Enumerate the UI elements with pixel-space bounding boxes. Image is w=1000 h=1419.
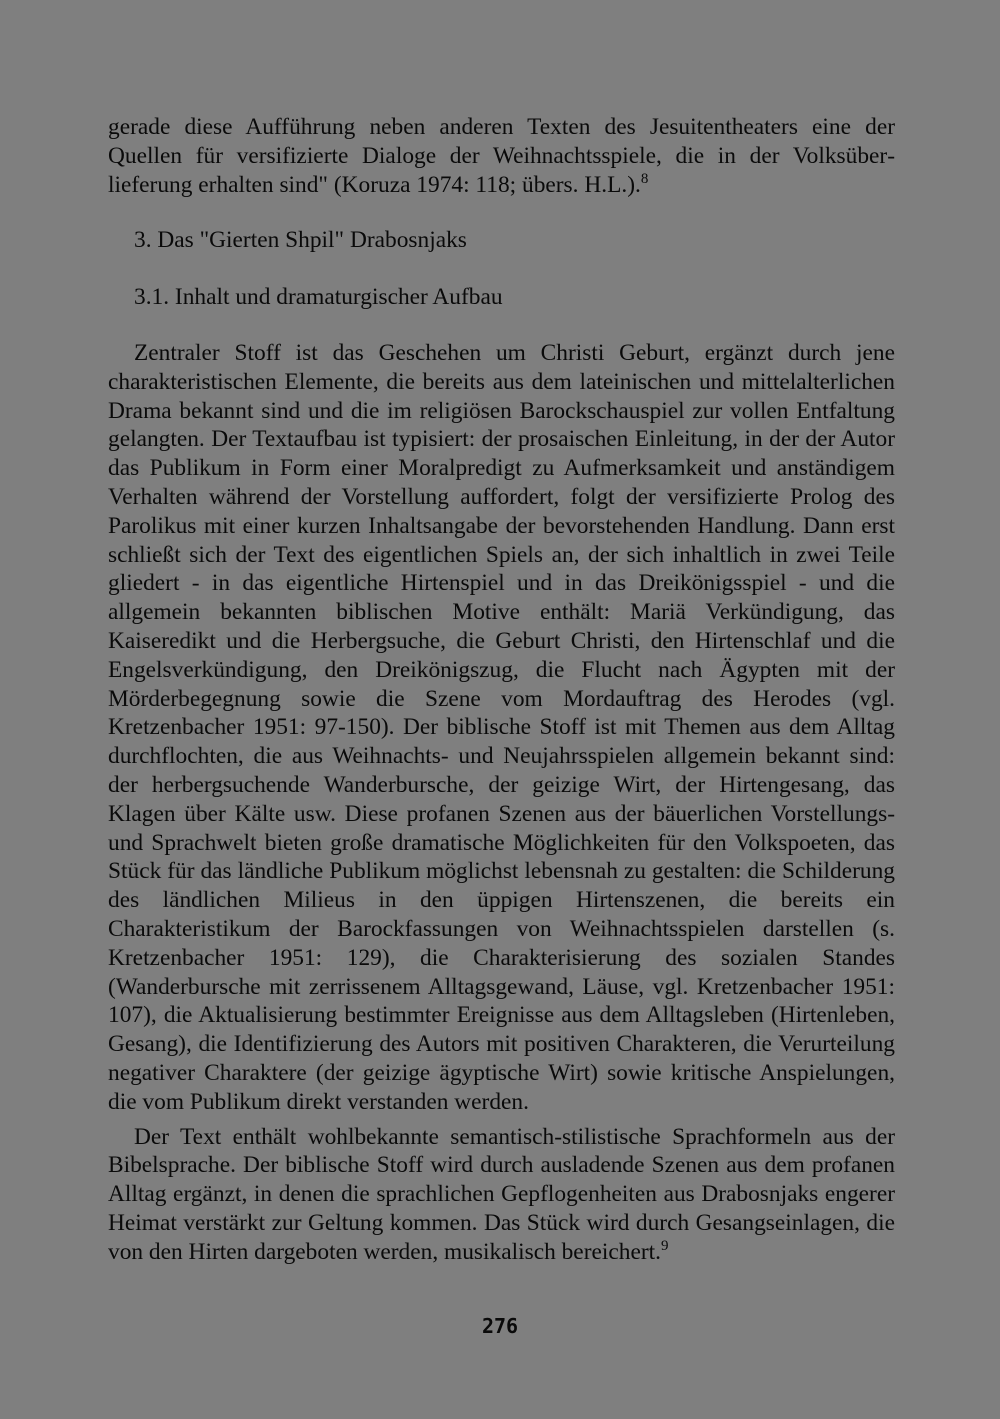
footnote-marker-8[interactable]: 8 xyxy=(640,170,649,187)
intro-paragraph-text xyxy=(108,113,895,199)
body-paragraph-1-text: Zentraler Stoff ist das Geschehen um Christi Geburt, ergänzt durch jene charakteristischen Elemente, die bereits aus dem lateinischen und mittelalterlichen Drama bekannt sind und die im religiösen Barockschauspiel zur vollen Entfaltung gelangten. Der Textaufbau ist typisiert: der prosaischen Einleitung, in der der Autor das Publikum in Form einer Moralpredigt zu Aufmerksamkeit und anständigem Verhalten während der Vorstellung auffordert, folgt der versifizierte Prolog des Parolikus mit einer kurzen Inhaltsangabe der bevorstehenden Handlung. Dann erst schließt sich der Text des eigentlichen Spiels an, der sich inhaltlich in zwei Teile gliedert - in das eigentliche Hirtenspiel und in das Dreikönigsspiel - und die allgemein bekannten biblischen Motive enthält: Mariä Verkündigung, das Kaiseredikt und die Herbergsuche, die Geburt Christi, den Hirtenschlaf und die Engelsverkündigung, den Dreikönigszug, die Flucht nach Ägypten mit der Mörderbegegnung sowie die Szene vom Mordauftrag des Herodes (vgl. Kretzenbacher 1951: 97-150). Der biblische Stoff ist mit Themen aus dem Alltag durchflochten, die aus Weihnachts- und Neujahrsspielen allgemein bekannt sind: der herbergsuchende Wanderbursche, der geizige Wirt, der Hirtengesang, das Klagen über Kälte usw. Diese profanen Szenen aus der bäuerlichen Vorstellungs- und Sprachwelt bieten große dramatische Möglichkeiten für den Volkspoeten, das Stück für das ländliche Publikum möglichst lebensnah zu gestalten: die Schilderung des ländlichen Milieus in den üppigen Hirtenszenen, die bereits ein Charakteristikum der Barockfassungen von Weihnachtsspielen darstellen (s. Kretzenbacher 1951: 129), die Charakterisierung des sozialen Standes (Wanderbursche mit zerrissenem Alltagsgewand, Läuse, vgl. Kretzenbacher 1951: 107), die Aktualisierung bestimmter Ereignisse aus dem Alltagsleben (Hirtenleben, Gesang), die Identifizierung des Autors mit positiven Charakteren, die Verurteilung negativer Charaktere (der geizige ägyptische Wirt) sowie kritische Anspielungen, die vom Publikum direkt verstanden werden. xyxy=(108,340,895,1115)
subsection-heading: 3.1. Inhalt und dramaturgischer Aufbau xyxy=(134,284,503,310)
body-paragraph-2-text: Der Text enthält wohlbekannte semantisch-stilistische Sprachformeln aus der Bibelsprache. Der biblische Stoff wird durch ausladende Szenen aus dem profanen Alltag ergänzt, in denen die sprachlichen Gepflogenheiten aus Drabosnjaks engerer Heimat verstärkt zur Geltung kommen. Das Stück wird durch Gesangseinlagen, die von den Hirten dargeboten werden, musikalisch bereichert. xyxy=(108,1123,895,1265)
body-paragraph-2 xyxy=(108,1123,895,1267)
intro-paragraph xyxy=(108,113,895,199)
page-number: 276 xyxy=(481,1314,519,1338)
main-body xyxy=(108,339,895,1267)
body-paragraph-1 xyxy=(108,339,895,1117)
intro-text: gerade diese Aufführung neben anderen Texten des Jesuitentheaters eine der Quellen für versifizierte Dialoge der Weihnachtsspiele, die in der Volksüberlieferung erhalten sind" (Koruza 1974: 118; übers. H.L.). xyxy=(108,114,895,198)
section-heading: 3. Das "Gierten Shpil" Drabosnjaks xyxy=(134,227,467,253)
footnote-marker-9[interactable]: 9 xyxy=(660,1237,669,1254)
